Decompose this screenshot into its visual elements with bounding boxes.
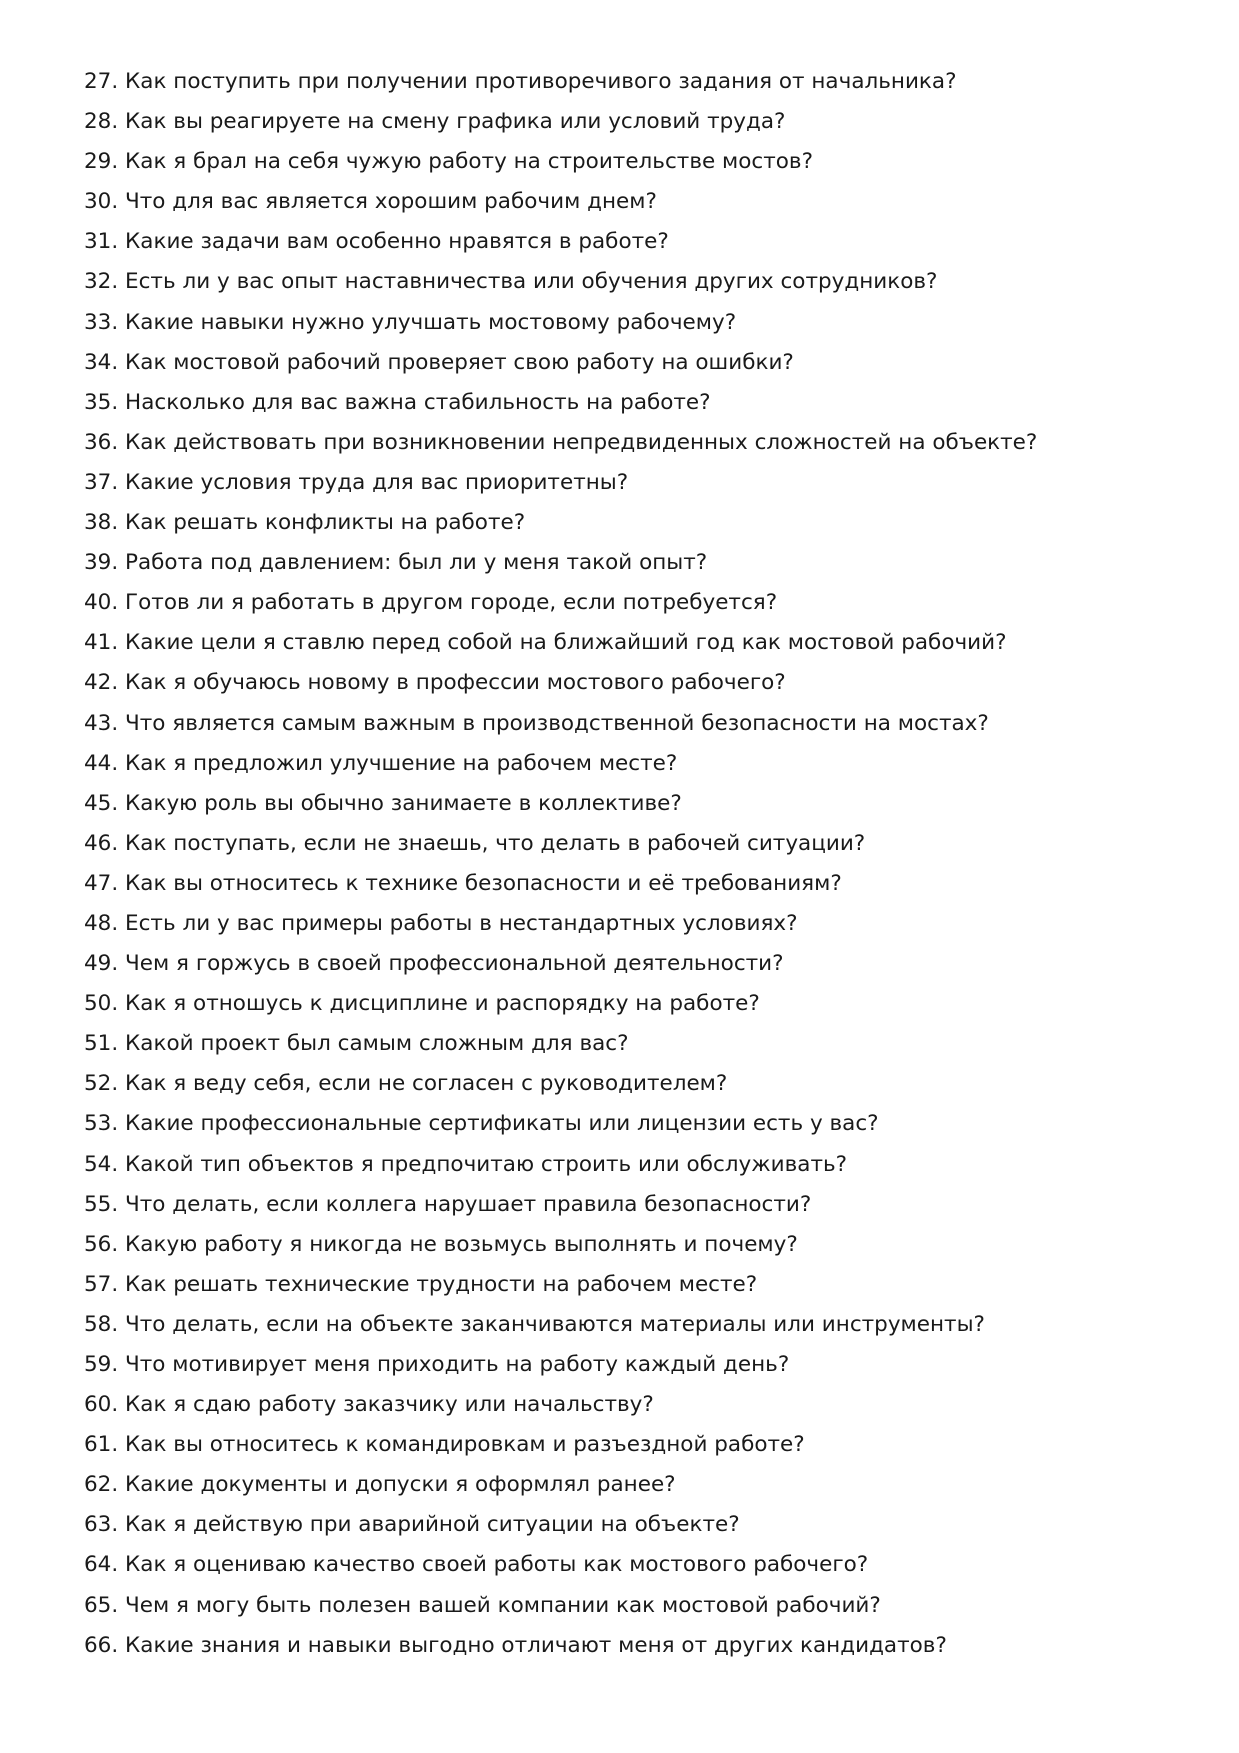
question-item: 51. Какой проект был самым сложным для вас? (84, 1031, 629, 1057)
question-item: 38. Как решать конфликты на работе? (84, 510, 526, 536)
question-item: 60. Как я сдаю работу заказчику или начальству? (84, 1392, 654, 1418)
question-item: 55. Что делать, если коллега нарушает правила безопасности? (84, 1191, 812, 1217)
question-item: 46. Как поступать, если не знаешь, что делать в рабочей ситуации? (84, 830, 866, 856)
question-item: 35. Насколько для вас важна стабильность на работе? (84, 389, 711, 415)
question-item: 57. Как решать технические трудности на рабочем месте? (84, 1271, 758, 1297)
question-item: 53. Какие профессиональные сертификаты или лицензии есть у вас? (84, 1111, 879, 1137)
question-item: 66. Какие знания и навыки выгодно отличают меня от других кандидатов? (84, 1632, 947, 1658)
question-item: 63. Как я действую при аварийной ситуации на объекте? (84, 1512, 740, 1538)
question-item: 32. Есть ли у вас опыт наставничества или обучения других сотрудников? (84, 269, 938, 295)
question-item: 42. Как я обучаюсь новому в профессии мостового рабочего? (84, 670, 786, 696)
question-item: 62. Какие документы и допуски я оформлял ранее? (84, 1472, 676, 1498)
question-item: 61. Как вы относитесь к командировкам и разъездной работе? (84, 1432, 805, 1458)
question-item: 56. Какую работу я никогда не возьмусь выполнять и почему? (84, 1231, 798, 1257)
question-item: 28. Как вы реагируете на смену графика или условий труда? (84, 109, 786, 135)
question-list (84, 62, 1184, 1666)
question-item: 58. Что делать, если на объекте заканчиваются материалы или инструменты? (84, 1311, 985, 1337)
question-item: 65. Чем я могу быть полезен вашей компании как мостовой рабочий? (84, 1592, 881, 1618)
question-item: 47. Как вы относитесь к технике безопасности и её требованиям? (84, 870, 842, 896)
question-item: 33. Какие навыки нужно улучшать мостовому рабочему? (84, 309, 737, 335)
question-item: 37. Какие условия труда для вас приоритетны? (84, 469, 629, 495)
question-item: 52. Как я веду себя, если не согласен с руководителем? (84, 1071, 728, 1097)
question-item: 44. Как я предложил улучшение на рабочем месте? (84, 750, 678, 776)
question-item: 39. Работа под давлением: был ли у меня такой опыт? (84, 550, 708, 576)
question-item: 41. Какие цели я ставлю перед собой на ближайший год как мостовой рабочий? (84, 630, 1007, 656)
question-item: 64. Как я оцениваю качество своей работы как мостового рабочего? (84, 1552, 869, 1578)
question-item: 50. Как я отношусь к дисциплине и распорядку на работе? (84, 991, 760, 1017)
question-item: 59. Что мотивирует меня приходить на работу каждый день? (84, 1352, 790, 1377)
question-item: 48. Есть ли у вас примеры работы в нестандартных условиях? (84, 910, 798, 936)
question-item: 31. Какие задачи вам особенно нравятся в работе? (84, 229, 669, 255)
question-item: 45. Какую роль вы обычно занимаете в коллективе? (84, 790, 682, 816)
question-item: 49. Чем я горжусь в своей профессиональной деятельности? (84, 951, 784, 977)
question-item: 34. Как мостовой рабочий проверяет свою работу на ошибки? (84, 349, 794, 375)
question-item: 54. Какой тип объектов я предпочитаю строить или обслуживать? (84, 1151, 848, 1177)
question-item: 30. Что для вас является хорошим рабочим днем? (84, 189, 657, 215)
question-item: 43. Что является самым важным в производственной безопасности на мостах? (84, 710, 989, 736)
question-item: 27. Как поступить при получении противоречивого задания от начальника? (84, 69, 957, 94)
question-item: 40. Готов ли я работать в другом городе, если потребуется? (84, 590, 778, 616)
question-item: 36. Как действовать при возникновении непредвиденных сложностей на объекте? (84, 429, 1038, 455)
question-item: 29. Как я брал на себя чужую работу на строительстве мостов? (84, 149, 814, 175)
